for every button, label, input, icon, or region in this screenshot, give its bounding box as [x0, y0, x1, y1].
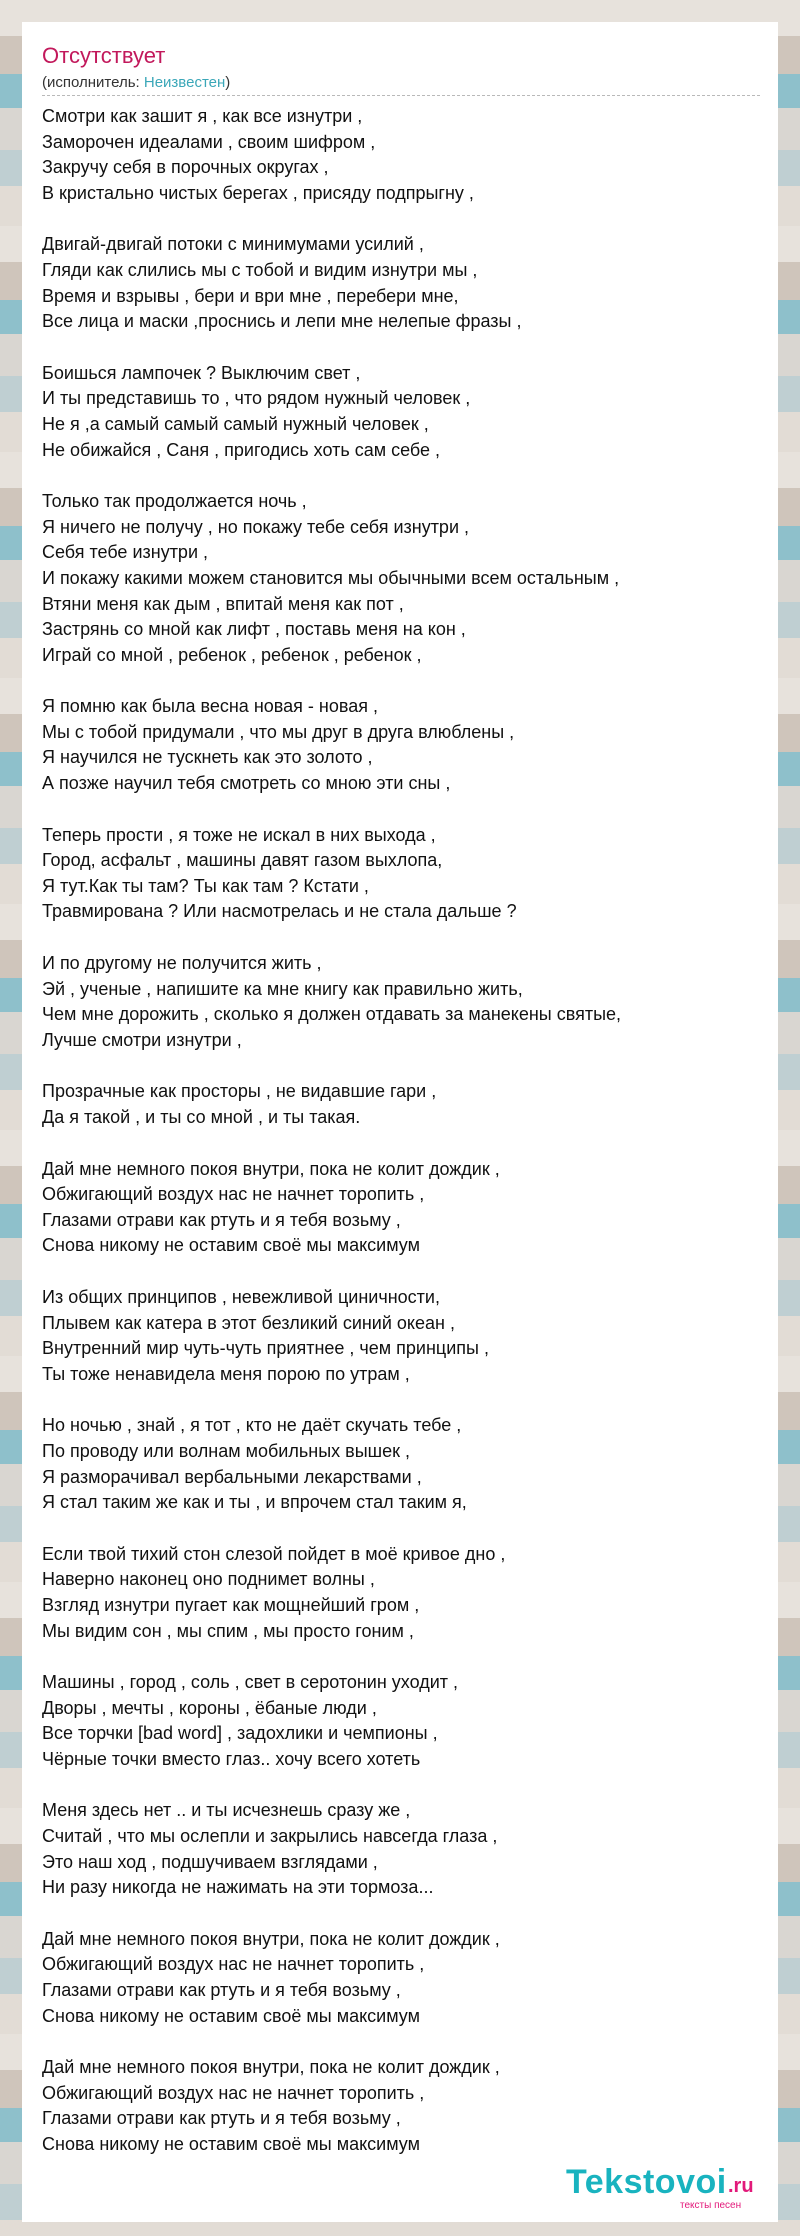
lyrics-stanza: [42, 1413, 760, 1515]
lyric-line: Чем мне дорожить , сколько я должен отдавать за манекены святые,: [42, 1004, 622, 1025]
lyric-line: Я ничего не получу , но покажу тебе себя изнутри ,: [42, 516, 469, 537]
lyric-line: Заморочен идеалами , своим шифром ,: [42, 131, 376, 152]
lyric-line: Наверно наконец оно поднимет волны ,: [42, 1569, 375, 1590]
lyric-line: Все лица и маски ,проснись и лепи мне нелепые фразы ,: [42, 311, 522, 332]
lyrics-stanza: [42, 232, 760, 334]
lyric-line: Двигай-двигай потоки с минимумами усилий ,: [42, 234, 424, 255]
content-sheet: [22, 22, 778, 2222]
lyrics-stanza: [42, 1798, 760, 1900]
lyrics-stanza: [42, 1285, 760, 1387]
lyric-line: Себя тебе изнутри ,: [42, 542, 208, 563]
lyric-line: Из общих принципов , невежливой циничности,: [42, 1286, 440, 1307]
lyric-line: Теперь прости , я тоже не искал в них выхода ,: [42, 824, 436, 845]
lyric-line: Это наш ход , подшучиваем взглядами ,: [42, 1851, 378, 1872]
lyric-line: Закручу себя в порочных округах ,: [42, 157, 329, 178]
lyric-line: Мы видим сон , мы спим , мы просто гоним ,: [42, 1620, 414, 1641]
lyric-line: Застрянь со мной как лифт , поставь меня на кон ,: [42, 619, 466, 640]
lyric-line: Если твой тихий стон слезой пойдет в моё кривое дно ,: [42, 1543, 506, 1564]
lyric-line: Но ночью , знай , я тот , кто не даёт скучать тебе ,: [42, 1415, 462, 1436]
site-logo[interactable]: [548, 2162, 778, 2218]
lyrics-stanza: [42, 1927, 760, 2029]
lyric-line: Время и взрывы , бери и ври мне , перебери мне,: [42, 285, 459, 306]
lyric-line: Взгляд изнутри пугает как мощнейший гром ,: [42, 1594, 420, 1615]
lyrics-body: [42, 104, 760, 2184]
lyric-line: Снова никому не оставим своё мы максимум: [42, 2134, 420, 2154]
lyric-line: Я стал таким же как и ты , и впрочем стал таким я,: [42, 1492, 467, 1513]
lyric-line: Глазами отрави как ртуть и я тебя возьму ,: [42, 2108, 401, 2129]
artist-suffix: ): [225, 74, 231, 91]
lyrics-stanza: [42, 1542, 760, 1644]
lyric-line: Не обижайся , Саня , пригодись хоть сам себе ,: [42, 439, 441, 460]
lyric-line: Смотри как зашит я , как все изнутри ,: [42, 106, 363, 126]
lyric-line: Прозрачные как просторы , не видавшие гари ,: [42, 1081, 437, 1102]
lyrics-stanza: [42, 1079, 760, 1130]
lyric-line: Машины , город , соль , свет в серотонин уходит ,: [42, 1672, 459, 1693]
lyric-line: Дай мне немного покоя внутри, пока не колит дождик ,: [42, 1158, 500, 1179]
lyric-line: Ни разу никогда не нажимать на эти тормоза...: [42, 1877, 434, 1898]
lyric-line: Мы с тобой придумали , что мы друг в друга влюблены ,: [42, 721, 515, 742]
lyric-line: Не я ,а самый самый самый нужный человек ,: [42, 413, 429, 434]
lyric-line: Гляди как слились мы с тобой и видим изнутри мы ,: [42, 259, 478, 280]
lyric-line: А позже научил тебя смотреть со мною эти сны ,: [42, 773, 451, 794]
lyric-line: И покажу какими можем становится мы обычными всем остальным ,: [42, 567, 620, 588]
song-title: Отсутствует: [42, 43, 166, 68]
lyric-line: Я разморачивал вербальными лекарствами ,: [42, 1466, 422, 1487]
lyric-line: Дворы , мечты , короны , ёбаные люди ,: [42, 1697, 377, 1718]
lyric-line: Внутренний мир чуть-чуть приятнее , чем принципы ,: [42, 1338, 489, 1359]
lyric-line: Глазами отрави как ртуть и я тебя возьму ,: [42, 1209, 401, 1230]
logo-tld: .ru: [728, 2175, 754, 2197]
lyrics-stanza: [42, 361, 760, 463]
lyric-line: Ты тоже ненавидела меня порою по утрам ,: [42, 1363, 410, 1384]
lyrics-stanza: [42, 694, 760, 796]
lyric-line: Плывем как катера в этот безликий синий океан ,: [42, 1312, 455, 1333]
lyric-line: Город, асфальт , машины давят газом выхлопа,: [42, 850, 443, 871]
lyric-line: Считай , что мы ослепли и закрылись навсегда глаза ,: [42, 1826, 498, 1847]
lyric-line: Играй со мной , ребенок , ребенок , ребенок ,: [42, 644, 422, 665]
lyric-line: Боишься лампочек ? Выключим свет ,: [42, 362, 361, 383]
lyric-line: Обжигающий воздух нас не начнет торопить ,: [42, 1954, 425, 1975]
lyric-line: Чёрные точки вместо глаз.. хочу всего хотеть: [42, 1748, 421, 1769]
lyric-line: В кристально чистых берегах , присяду подпрыгну ,: [42, 182, 474, 203]
lyric-line: Дай мне немного покоя внутри, пока не колит дождик ,: [42, 2057, 500, 2078]
lyric-line: Глазами отрави как ртуть и я тебя возьму ,: [42, 1980, 401, 2001]
lyric-line: И по другому не получится жить ,: [42, 953, 322, 974]
lyric-line: Эй , ученые , напишите ка мне книгу как правильно жить,: [42, 978, 523, 999]
lyric-line: Втяни меня как дым , впитай меня как пот ,: [42, 593, 404, 614]
lyrics-stanza: [42, 823, 760, 925]
lyric-line: Травмирована ? Или насмотрелась и не стала дальше ?: [42, 901, 517, 922]
lyric-line: Дай мне немного покоя внутри, пока не колит дождик ,: [42, 1928, 500, 1949]
lyric-line: По проводу или волнам мобильных вышек ,: [42, 1440, 410, 1461]
artist-prefix: (исполнитель:: [42, 74, 144, 91]
logo-tagline: тексты песен: [680, 2200, 742, 2211]
lyric-line: Я помню как была весна новая - новая ,: [42, 696, 378, 717]
artist-line: [42, 74, 760, 96]
logo-name: Tekstovoi: [566, 2163, 727, 2201]
lyric-line: Да я такой , и ты со мной , и ты такая.: [42, 1107, 361, 1127]
lyric-line: И ты представишь то , что рядом нужный человек ,: [42, 388, 471, 409]
lyric-line: Лучше смотри изнутри ,: [42, 1029, 242, 1050]
lyric-line: Обжигающий воздух нас не начнет торопить ,: [42, 1184, 425, 1205]
lyric-line: Снова никому не оставим своё мы максимум: [42, 2005, 420, 2026]
lyrics-stanza: [42, 951, 760, 1053]
lyric-line: Я научился не тускнеть как это золото ,: [42, 747, 373, 768]
artist-link[interactable]: Неизвестен: [143, 74, 226, 91]
lyrics-stanza: [42, 104, 760, 206]
lyric-line: Я тут.Как ты там? Ты как там ? Кстати ,: [42, 875, 369, 896]
lyrics-stanza: [42, 2055, 760, 2157]
lyrics-stanza: [42, 1670, 760, 1772]
lyric-line: Обжигающий воздух нас не начнет торопить ,: [42, 2082, 425, 2103]
lyric-line: Снова никому не оставим своё мы максимум: [42, 1235, 420, 1256]
lyric-line: Только так продолжается ночь ,: [42, 491, 307, 512]
lyric-line: Меня здесь нет .. и ты исчезнешь сразу же ,: [42, 1800, 411, 1821]
lyric-line: Все торчки [bad word] , задохлики и чемпионы ,: [42, 1723, 438, 1744]
lyrics-stanza: [42, 1157, 760, 1259]
lyrics-stanza: [42, 489, 760, 668]
